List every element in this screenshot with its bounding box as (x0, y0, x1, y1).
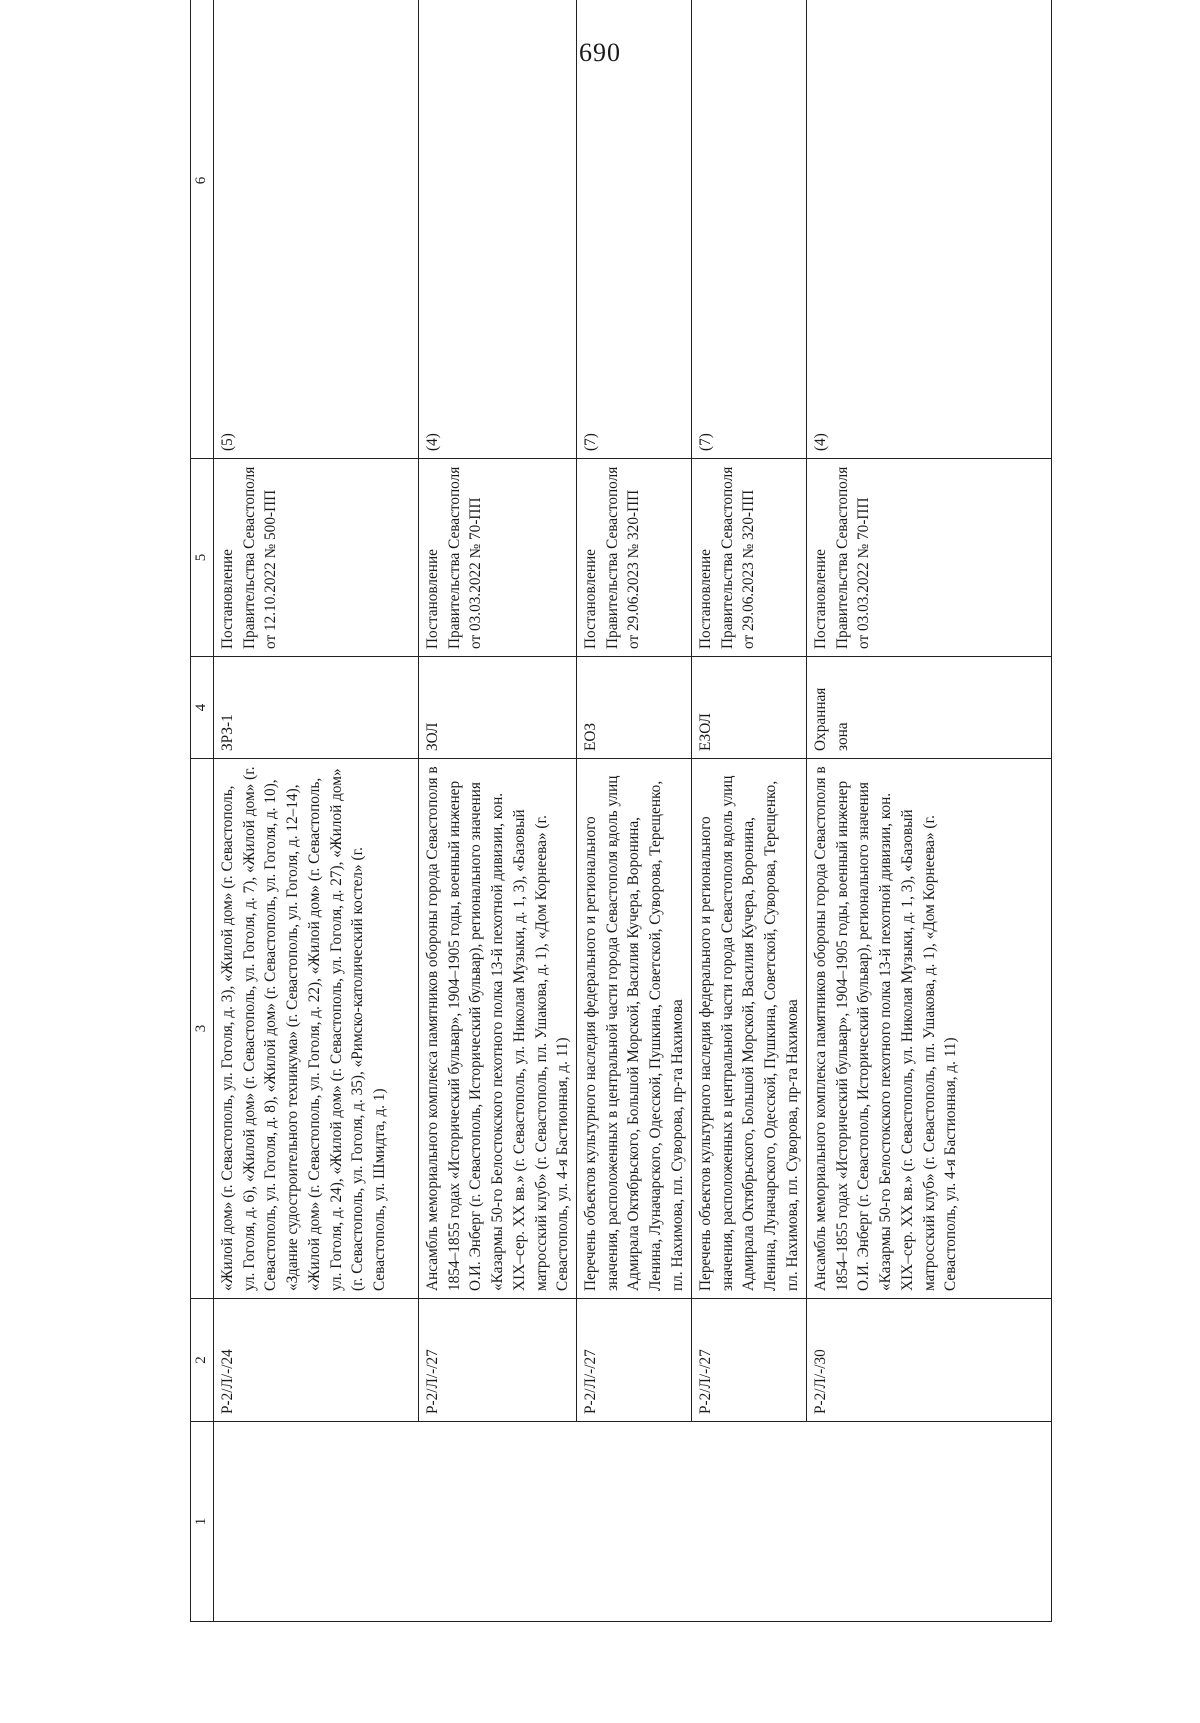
rotated-table-container (190, 0, 1052, 1622)
description-cell: Перечень объектов культурного наследия федерального и регионального значения, расположенных в центральной части города Севастополя вдоль улиц Адмирала Октябрьского, Большой Морской, Василия Кучера, Воронина, Ленина, Луначарского, Одесской, Пушкина, Советской, Суворова, Терещенко, пл. Нахимова, пл. Суворова, пр-та Нахимова (577, 759, 692, 1299)
column-header: 3 (191, 759, 214, 1299)
column-header: 2 (191, 1299, 214, 1422)
document-cell: Постановление Правительства Севастополя от 29.06.2023 № 320-ПП (577, 459, 692, 657)
description-cell: Перечень объектов культурного наследия федерального и регионального значения, расположенных в центральной части города Севастополя вдоль улиц Адмирала Октябрьского, Большой Морской, Василия Кучера, Воронина, Ленина, Луначарского, Одесской, Пушкина, Советской, Суворова, Терещенко, пл. Нахимова, пл. Суворова, пр-та Нахимова (692, 759, 807, 1299)
table-row (692, 0, 807, 1622)
code-cell: Р-2/Л/-/24 (214, 1299, 419, 1422)
code-cell: Р-2/Л/-/27 (577, 1299, 692, 1422)
zone-cell: ЕЗОЛ (692, 657, 807, 759)
zone-cell: ЗРЗ-1 (214, 657, 419, 759)
note-cell: (5) (214, 0, 419, 459)
column-header: 4 (191, 657, 214, 759)
note-cell: (7) (577, 0, 692, 459)
note-cell: (4) (419, 0, 577, 459)
column-1-cell (214, 1422, 1052, 1622)
heritage-zones-table (190, 0, 1052, 1622)
note-cell: (7) (692, 0, 807, 459)
header-row (191, 0, 214, 1622)
table-row (807, 0, 1052, 1622)
code-cell: Р-2/Л/-/27 (692, 1299, 807, 1422)
description-cell: Ансамбль мемориального комплекса памятников обороны города Севастополя в 1854–1855 годах «Исторический бульвар», 1904–1905 годы, военный инженер О.И. Энберг (г. Севастополь, Исторический бульвар), регионального значения «Казармы 50-го Белостокского пехотного полка 13-й пехотной дивизии, кон. XIX–сер. XX вв.» (г. Севастополь, ул. Николая Музыки, д. 1, 3), «Базовый матросский клуб» (г. Севастополь, пл. Ушакова, д. 1), «Дом Корнеева» (г. Севастополь, ул. 4-я Бастионная, д. 11) (419, 759, 577, 1299)
document-cell: Постановление Правительства Севастополя от 12.10.2022 № 500-ПП (214, 459, 419, 657)
zone-cell: Охранная зона (807, 657, 1052, 759)
zone-cell: ЕОЗ (577, 657, 692, 759)
code-cell: Р-2/Л/-/27 (419, 1299, 577, 1422)
column-header: 5 (191, 459, 214, 657)
page-number: 690 (579, 38, 621, 67)
document-cell: Постановление Правительства Севастополя от 03.03.2022 № 70-ПП (419, 459, 577, 657)
table-row (577, 0, 692, 1622)
column-header: 1 (191, 1422, 214, 1622)
document-cell: Постановление Правительства Севастополя от 03.03.2022 № 70-ПП (807, 459, 1052, 657)
table-row (419, 0, 577, 1622)
table-row (214, 0, 419, 1622)
code-cell: Р-2/Л/-/30 (807, 1299, 1052, 1422)
description-cell: «Жилой дом» (г. Севастополь, ул. Гоголя, д. 3), «Жилой дом» (г. Севастополь, ул. Гоголя, д. 6), «Жилой дом» (г. Севастополь, ул. Гоголя, д. 7), «Жилой дом» (г. Севастополь, ул. Гоголя, д. 8), «Жилой дом» (г. Севастополь, ул. Гоголя, д. 10), «Здание судостроительного техникума» (г. Севастополь, ул. Гоголя, д. 12–14), «Жилой дом» (г. Севастополь, ул. Гоголя, д. 22), «Жилой дом» (г. Севастополь, ул. Гоголя, д. 24), «Жилой дом» (г. Севастополь, ул. Гоголя, д. 27), «Жилой дом» (г. Севастополь, ул. Гоголя, д. 35), «Римско-католический костел» (г. Севастополь, ул. Шмидта, д. 1) (214, 759, 419, 1299)
note-cell: (4) (807, 0, 1052, 459)
zone-cell: ЗОЛ (419, 657, 577, 759)
column-header: 6 (191, 0, 214, 459)
document-cell: Постановление Правительства Севастополя от 29.06.2023 № 320-ПП (692, 459, 807, 657)
description-cell: Ансамбль мемориального комплекса памятников обороны города Севастополя в 1854–1855 годах «Исторический бульвар», 1904–1905 годы, военный инженер О.И. Энберг (г. Севастополь, Исторический бульвар), регионального значения «Казармы 50-го Белостокского пехотного полка 13-й пехотной дивизии, кон. XIX–сер. XX вв.» (г. Севастополь, ул. Николая Музыки, д. 1, 3), «Базовый матросский клуб» (г. Севастополь, пл. Ушакова, д. 1), «Дом Корнеева» (г. Севастополь, ул. 4-я Бастионная, д. 11) (807, 759, 1052, 1299)
